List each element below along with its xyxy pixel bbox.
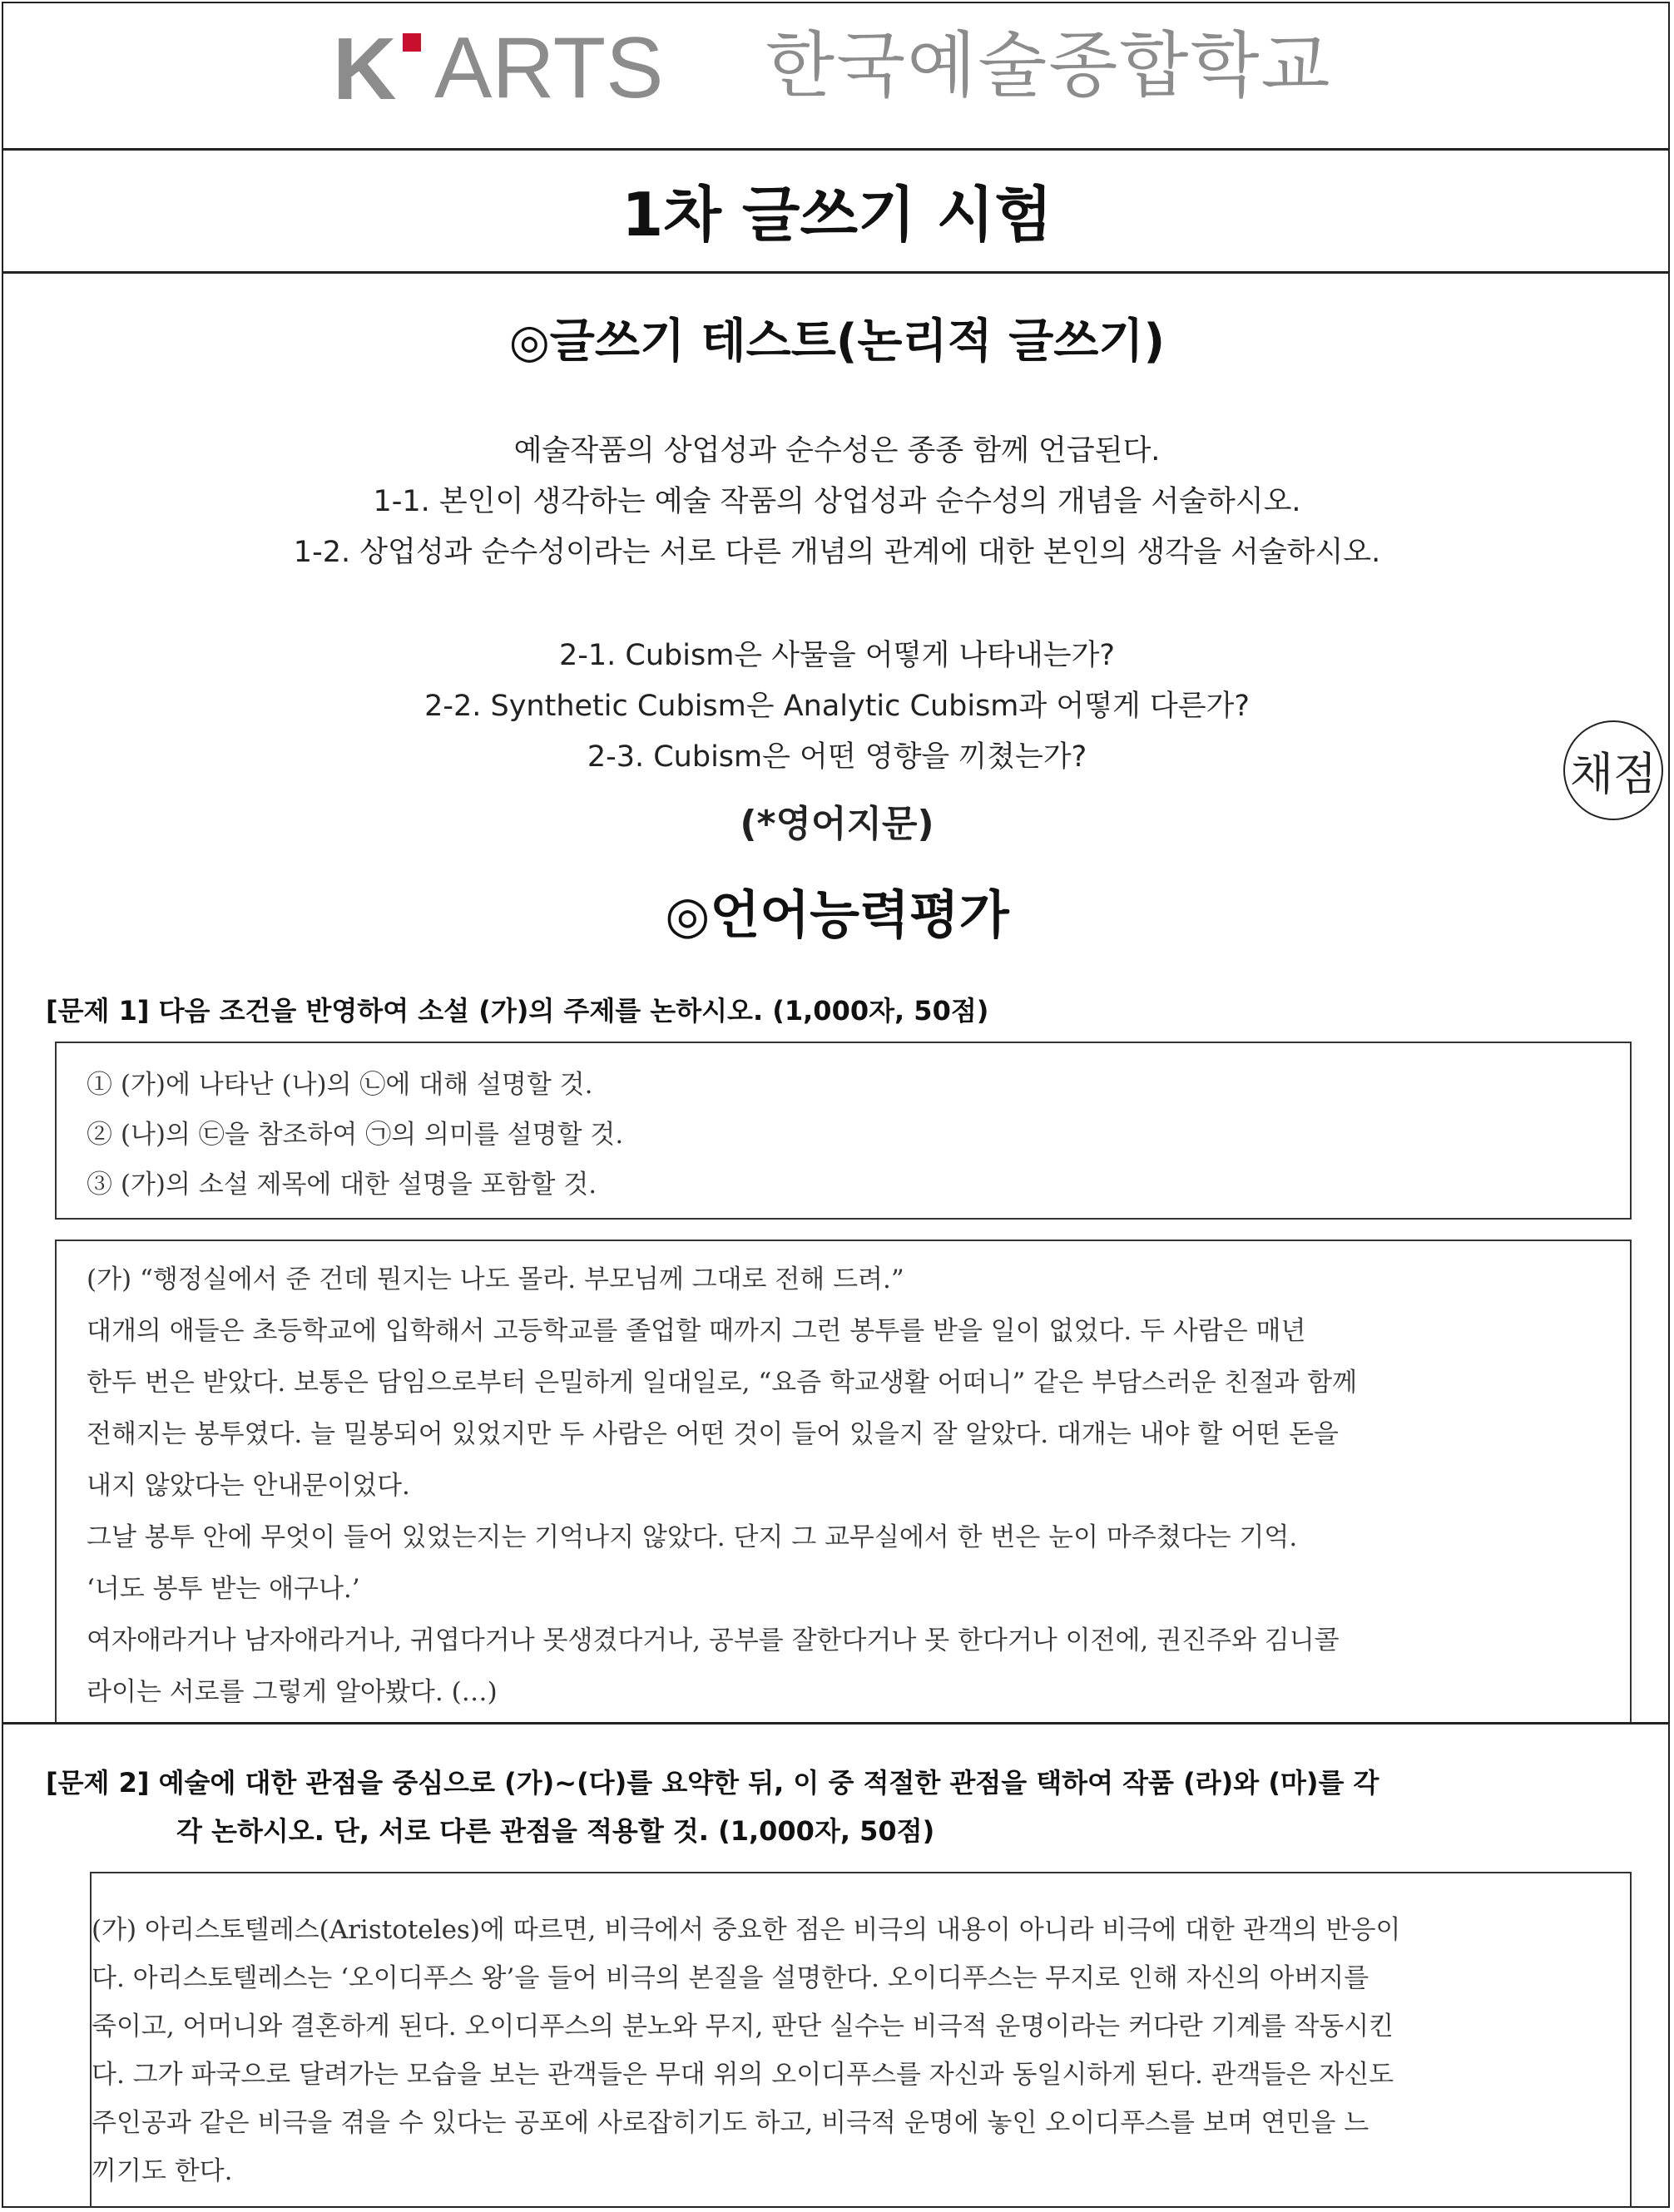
passage-line bbox=[92, 1908, 1400, 1946]
prompt-2-3: 2-3. Cubism은 어떤 영향을 끼쳤는가? bbox=[587, 740, 1087, 774]
logo-arts: ARTS bbox=[434, 20, 664, 116]
writing-test-heading: ◎글쓰기 테스트(논리적 글쓰기) bbox=[508, 314, 1166, 369]
conditions-box bbox=[55, 1042, 1632, 1220]
passage-line: 죽이고, 어머니와 결혼하게 된다. 오이디푸스의 분노와 무지, 판단 실수는 비극적 운명이라는 커다란 기계를 작동시킨 bbox=[92, 2012, 1394, 2041]
passage-line: 전해지는 봉투였다. 늘 밀봉되어 있었지만 두 사람은 어떤 것이 들어 있을지 잘 알았다. 대개는 내야 할 어떤 돈을 bbox=[87, 1419, 1339, 1449]
passage-line: 다. 그가 파국으로 달려가는 모습을 보는 관객들은 무대 위의 오이디푸스를 자신과 동일시하게 된다. 관객들은 자신도 bbox=[92, 2060, 1394, 2090]
passage-line: 대개의 애들은 초등학교에 입학해서 고등학교를 졸업할 때까지 그런 봉투를 받을 일이 없었다. 두 사람은 매년 bbox=[87, 1316, 1306, 1346]
prompt-intro: 예술작품의 상업성과 순수성은 종종 함께 언급된다. bbox=[513, 434, 1161, 468]
logo-korean-name: 한국예술종합학교 bbox=[765, 24, 1332, 107]
passage-line: 끼기도 한다. bbox=[92, 2156, 233, 2186]
question-2-heading-cont: 각 논하시오. 단, 서로 다른 관점을 적용할 것. (1,000자, 50점) bbox=[176, 1815, 935, 1847]
grading-stamp bbox=[1563, 720, 1663, 820]
passage-box-2 bbox=[90, 1872, 1632, 2208]
passage-line: 라이는 서로를 그렇게 알아봤다. (…) bbox=[87, 1677, 498, 1707]
divider bbox=[2, 1722, 1670, 1725]
condition-2: ② (나)의 ㉢을 참조하여 ㉠의 의미를 설명할 것. bbox=[87, 1120, 624, 1150]
divider bbox=[2, 148, 1670, 151]
passage-line: 여자애라거나 남자애라거나, 귀엽다거나 못생겼다거나, 공부를 잘한다거나 못 한다거나 이전에, 권진주와 김니콜 bbox=[87, 1626, 1340, 1655]
passage-line: ‘너도 봉투 받는 애구나.’ bbox=[87, 1574, 360, 1604]
stamp-text: 채점 bbox=[1569, 747, 1657, 800]
question-1-heading: [문제 1] 다음 조건을 반영하여 소설 (가)의 주제를 논하시오. (1,000자, 50점) bbox=[46, 995, 989, 1027]
exam-title: 1차 글쓰기 시험 bbox=[622, 180, 1052, 250]
logo-k: K bbox=[333, 20, 395, 118]
passage-line: 주인공과 같은 비극을 겪을 수 있다는 공포에 사로잡히기도 하고, 비극적 운명에 놓인 오이디푸스를 보며 연민을 느 bbox=[92, 2108, 1369, 2138]
prompt-2-1: 2-1. Cubism은 사물을 어떻게 나타내는가? bbox=[559, 639, 1115, 672]
passage-line: 한두 번은 받았다. 보통은 담임으로부터 은밀하게 일대일로, “요즘 학교생활 어떠니” 같은 부담스러운 친절과 함께 bbox=[87, 1368, 1358, 1398]
passage-line: 내지 않았다는 안내문이었다. bbox=[87, 1471, 410, 1501]
language-eval-heading: ◎언어능력평가 bbox=[665, 884, 1009, 945]
condition-1: ① (가)에 나타난 (나)의 ㉡에 대해 설명할 것. bbox=[87, 1070, 593, 1100]
passage-line-text: (가) 아리스토텔레스(Aristoteles)에 따르면, 비극에서 중요한 점은 비극의 내용이 아니라 비극에 대한 관객의 반응이 bbox=[92, 1915, 1401, 1945]
passage-box-1 bbox=[55, 1240, 1632, 1722]
passage-line: 다. 아리스토텔레스는 ‘오이디푸스 왕’을 들어 비극의 본질을 설명한다. 오이디푸스는 무지로 인해 자신의 아버지를 bbox=[92, 1963, 1369, 1993]
question-2-heading: [문제 2] 예술에 대한 관점을 중심으로 (가)~(다)를 요약한 뒤, 이 중 적절한 관점을 택하여 작품 (라)와 (마)를 각 bbox=[46, 1767, 1379, 1799]
prompt-2-2: 2-2. Synthetic Cubism은 Analytic Cubism과 어떻게 다른가? bbox=[424, 690, 1250, 723]
prompt-1-2: 1-2. 상업성과 순수성이라는 서로 다른 개념의 관계에 대한 본인의 생각을 서술하시오. bbox=[293, 536, 1381, 569]
passage-line: (가) “행정실에서 준 건데 뭔지는 나도 몰라. 부모님께 그대로 전해 드려.” bbox=[87, 1264, 904, 1294]
english-note: (*영어지문) bbox=[740, 803, 934, 845]
logo-header bbox=[0, 0, 1674, 148]
prompt-1-1: 1-1. 본인이 생각하는 예술 작품의 상업성과 순수성의 개념을 서술하시오. bbox=[373, 485, 1301, 518]
logo-dot-icon bbox=[403, 33, 421, 52]
passage-line: 그날 봉투 안에 무엇이 들어 있었는지는 기억나지 않았다. 단지 그 교무실에서 한 번은 눈이 마주쳤다는 기억. bbox=[87, 1522, 1298, 1552]
divider bbox=[2, 271, 1670, 274]
condition-3: ③ (가)의 소설 제목에 대한 설명을 포함할 것. bbox=[87, 1170, 597, 1200]
